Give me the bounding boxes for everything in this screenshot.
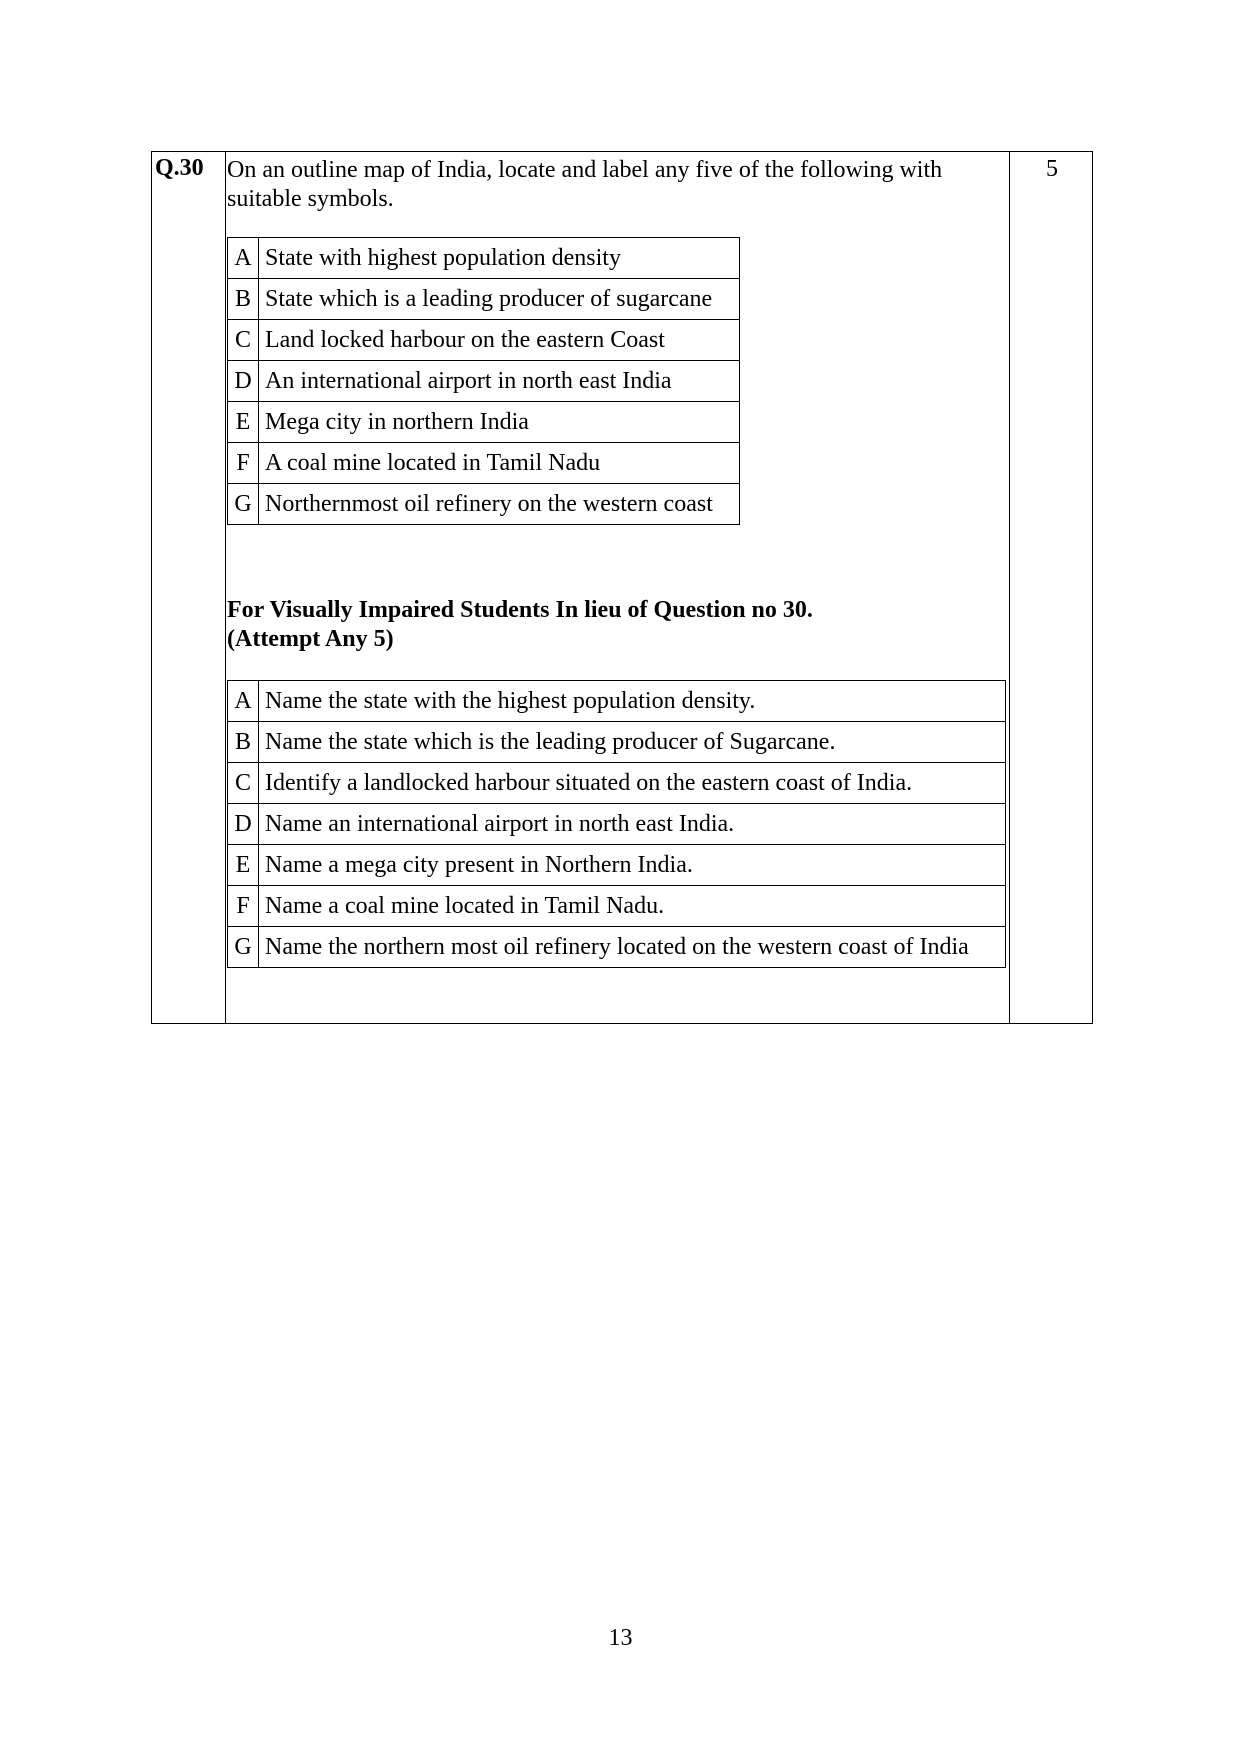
item-text: Name the state with the highest population density.	[259, 681, 1006, 722]
visually-impaired-heading	[227, 596, 1007, 654]
item-text: A coal mine located in Tamil Nadu	[259, 443, 740, 484]
item-letter: C	[228, 763, 259, 804]
map-items-table	[227, 237, 740, 525]
item-letter: B	[228, 279, 259, 320]
item-letter: A	[228, 681, 259, 722]
item-text: Identify a landlocked harbour situated on the eastern coast of India.	[259, 763, 1006, 804]
item-text: Name an international airport in north east India.	[259, 804, 1006, 845]
table-row	[228, 763, 1006, 804]
table-row	[228, 443, 740, 484]
item-letter: F	[228, 886, 259, 927]
item-letter: G	[228, 484, 259, 525]
visually-impaired-items-table	[227, 680, 1006, 968]
column-divider-right	[1009, 152, 1010, 1023]
table-row	[228, 361, 740, 402]
item-text: Name the northern most oil refinery located on the western coast of India	[259, 927, 1006, 968]
item-text: State with highest population density	[259, 238, 740, 279]
table-row	[228, 927, 1006, 968]
item-letter: C	[228, 320, 259, 361]
item-letter: A	[228, 238, 259, 279]
item-text: Mega city in northern India	[259, 402, 740, 443]
item-letter: B	[228, 722, 259, 763]
table-row	[228, 279, 740, 320]
item-text: State which is a leading producer of sugarcane	[259, 279, 740, 320]
item-text: Name a mega city present in Northern India.	[259, 845, 1006, 886]
heading-line-1: For Visually Impaired Students In lieu of Question no 30.	[227, 597, 813, 623]
table-row	[228, 484, 740, 525]
table-row	[228, 238, 740, 279]
page-number: 13	[608, 1625, 633, 1651]
heading-line-2: (Attempt Any 5)	[227, 626, 394, 652]
item-letter: F	[228, 443, 259, 484]
item-text: An international airport in north east India	[259, 361, 740, 402]
question-marks: 5	[1046, 156, 1058, 182]
table-row	[228, 681, 1006, 722]
question-box	[151, 151, 1093, 1024]
item-letter: E	[228, 402, 259, 443]
item-letter: G	[228, 927, 259, 968]
item-text: Name a coal mine located in Tamil Nadu.	[259, 886, 1006, 927]
item-text: Name the state which is the leading producer of Sugarcane.	[259, 722, 1006, 763]
column-divider-left	[225, 152, 226, 1023]
table-row	[228, 320, 740, 361]
table-row	[228, 845, 1006, 886]
table-row	[228, 402, 740, 443]
item-text: Northernmost oil refinery on the western coast	[259, 484, 740, 525]
item-letter: D	[228, 361, 259, 402]
table-row	[228, 804, 1006, 845]
item-letter: D	[228, 804, 259, 845]
question-number: Q.30	[155, 155, 204, 181]
table-row	[228, 886, 1006, 927]
item-letter: E	[228, 845, 259, 886]
item-text: Land locked harbour on the eastern Coast	[259, 320, 740, 361]
table-row	[228, 722, 1006, 763]
question-text: On an outline map of India, locate and label any five of the following with suitable symbols.	[227, 157, 943, 212]
